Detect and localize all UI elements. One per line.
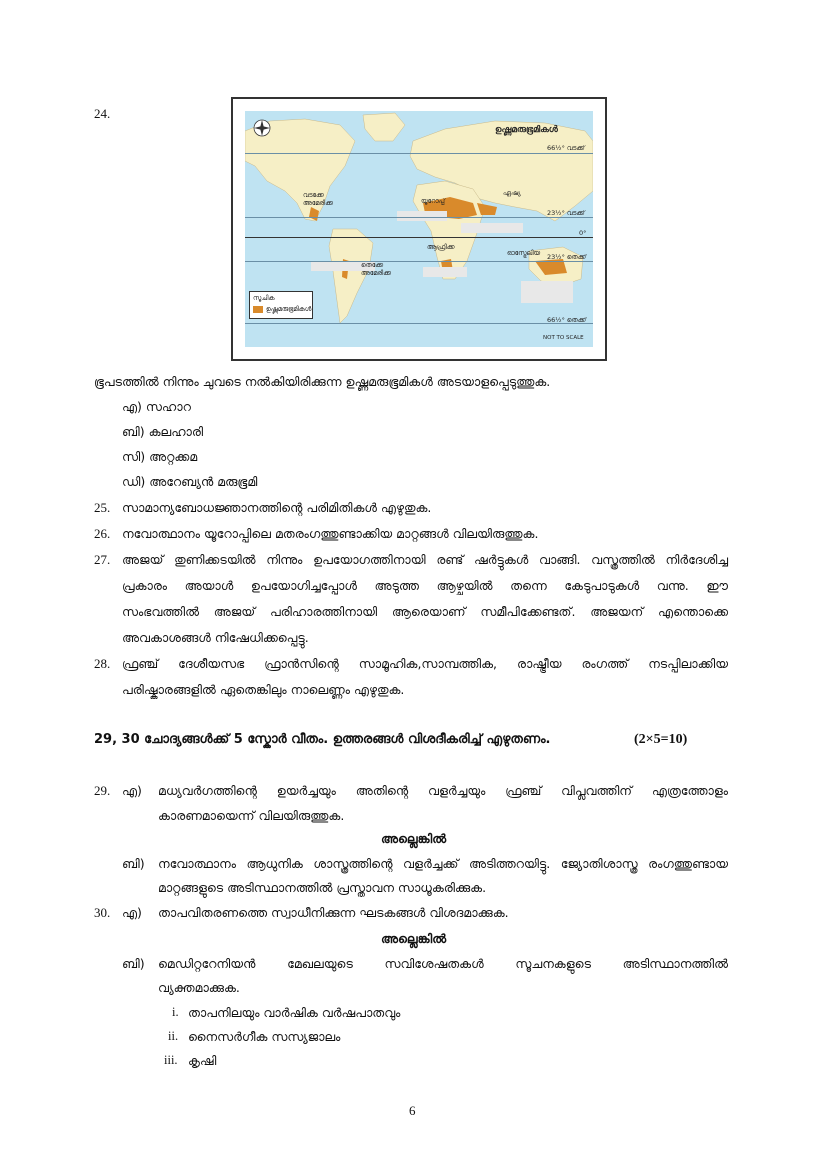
q28-line-1: ഫ്രഞ്ച് ദേശീയസഭ ഫ്രാൻസിന്റെ സാമൂഹിക,സാമ്പത്തിക, രാഷ്ട്രീയ രംഗത്ത് നടപ്പിലാക്കിയ [122,656,728,671]
q30-b-line-2: വ്യക്തമാക്കുക. [158,980,240,995]
q30-sub-2-num: ii. [168,1029,179,1043]
q30-a-label: എ) [122,905,142,920]
q26-text: നവോത്ഥാനം യൂറോപ്പിലെ മതരംഗത്തുണ്ടാക്കിയ മാറ്റങ്ങൾ വിലയിരുത്തുക. [122,526,539,541]
q30-sub-1-text: താപനിലയും വാർഷിക വർഷപാതവും [188,1005,401,1020]
q29-a-line-1: മധ്യവർഗത്തിന്റെ ഉയർച്ചയും അതിന്റെ വളർച്ചയും ഫ്രഞ്ച് വിപ്ലവത്തിന് എത്രത്തോളം [158,783,728,798]
lat-label-cancer: 23½° വടക്ക് [547,209,585,217]
label-south-america: തെക്കേ അമേരിക്ക [361,261,391,277]
section-marks: (2×5=10) [634,732,688,747]
q29-b-line-2: മാറ്റങ്ങളുടെ അടിസ്ഥാനത്തിൽ പ്രസ്താവന സാധൂകരിക്കുക. [158,880,487,895]
q29-a-line-2: കാരണമായെന്ന് വിലയിരുത്തുക. [158,808,345,823]
q24-option-b: ബി) കലഹാരി [122,424,204,439]
world-desert-map [231,97,607,361]
q24-option-a: എ) സഹാറ [122,399,191,414]
q24-option-c: സി) അറ്റക്കമ [122,449,198,464]
q30-or: അല്ലെങ്കിൽ [381,931,447,946]
equator-line [245,237,593,238]
label-asia: ഏഷ്യ [503,189,521,197]
q30-sub-1-num: i. [172,1005,179,1019]
map-title: ഉഷ്ണമരുഭൂമികൾ [495,125,558,135]
greenland-land [363,113,405,141]
mask-box-4 [423,267,467,277]
label-australia: ഓസ്ട്രേലിയ [507,249,541,257]
tropic-capricorn-line [245,261,593,262]
tropic-cancer-line [245,217,593,218]
label-europe: യൂറോപ്പ് [421,197,445,205]
map-legend [249,291,313,319]
q29-b-line-1: നവോത്ഥാനം ആധുനിക ശാസ്ത്രത്തിന്റെ വളർച്ചക്ക് അടിത്തറയിട്ടു. ജ്യോതിശാസ്ത്ര രംഗത്തുണ്ടായ [158,856,728,871]
label-africa: ആഫ്രിക്ക [427,243,455,251]
lat-label-arctic: 66½° വടക്ക് [547,144,585,152]
q26-number: 26. [94,526,111,541]
q30-number: 30. [94,905,111,920]
mask-box-5 [521,281,573,303]
q24-option-d: ഡി) അറേബ്യൻ മരുഭൂമി [122,474,258,489]
q30-a-text: താപവിതരണത്തെ സ്വാധീനിക്കുന്ന ഘടകങ്ങൾ വിശദമാക്കുക. [158,905,509,920]
legend-item-label: ഉഷ്ണമരുഭൂമികൾ [266,305,312,313]
label-north-america: വടക്കേ അമേരിക്ക [303,191,333,207]
page-number: 6 [409,1103,416,1118]
q30-sub-3-num: iii. [164,1053,178,1067]
q29-a-label: എ) [122,783,142,798]
q28-line-2: പരിഷ്കാരങ്ങളിൽ ഏതെങ്കിലും നാലെണ്ണം എഴുതുക. [122,682,405,697]
q27-number: 27. [94,552,111,567]
q27-line-4: അവകാശങ്ങൾ നിഷേധിക്കപ്പെട്ടു. [122,630,309,645]
lat-label-antarctic: 66½° തെക്ക് [547,316,587,324]
arctic-circle-line [245,153,593,154]
q30-b-line-1: മെഡിറ്ററേനിയൻ മേഖലയുടെ സവിശേഷതകൾ സൂചനകളുടെ അടിസ്ഥാനത്തിൽ [158,956,728,971]
q30-b-label: ബി) [122,956,145,971]
q24-instruction: ഭൂപടത്തിൽ നിന്നും ചുവടെ നൽകിയിരിക്കുന്ന ഉഷ്ണമരുഭൂമികൾ അടയാളപ്പെടുത്തുക. [94,374,551,389]
antarctic-circle-line [245,323,593,324]
map-scale-note: NOT TO SCALE [543,335,584,341]
q28-number: 28. [94,656,111,671]
q24-number: 24. [94,106,111,121]
q30-sub-3-text: കൃഷി [188,1053,217,1068]
legend-swatch [253,306,263,313]
q27-line-1: അജയ് തുണിക്കടയിൽ നിന്നും ഉപയോഗത്തിനായി രണ്ട് ഷർട്ടുകൾ വാങ്ങി. വസ്ത്രത്തിൽ നിർദേശിച്ച [122,552,728,567]
q29-number: 29. [94,783,111,798]
q25-text: സാമാന്യബോധജ്ഞാനത്തിന്റെ പരിമിതികൾ എഴുതുക. [122,500,432,515]
mask-box-2 [461,223,523,233]
mask-box-1 [397,211,447,221]
q27-line-3: സംഭവത്തിൽ അജയ് പരിഹാരത്തിനായി ആരെയാണ് സമീപിക്കേണ്ടത്. അജയന് എന്തൊക്കെ [122,604,728,619]
q30-sub-2-text: നൈസർഗീക സസ്യജാലം [188,1029,341,1044]
map-canvas [245,111,593,347]
q27-line-2: പ്രകാരം അയാൾ ഉപയോഗിച്ചപ്പോൾ അടുത്ത ആഴ്ചയിൽ തന്നെ കേടുപാടുകൾ വന്നു. ഈ [122,578,728,593]
q29-or: അല്ലെങ്കിൽ [381,831,447,846]
q25-number: 25. [94,500,111,515]
lat-label-equator: 0° [579,229,587,237]
q29-b-label: ബി) [122,856,145,871]
lat-label-capricorn: 23½° തെക്ക് [547,253,587,261]
section-heading: 29, 30 ചോദ്യങ്ങൾക്ക് 5 സ്കോർ വീതം. ഉത്തരങ്ങൾ വിശദീകരിച്ച് എഴുതണം. [94,732,551,747]
legend-title: സൂചിക [253,294,275,302]
